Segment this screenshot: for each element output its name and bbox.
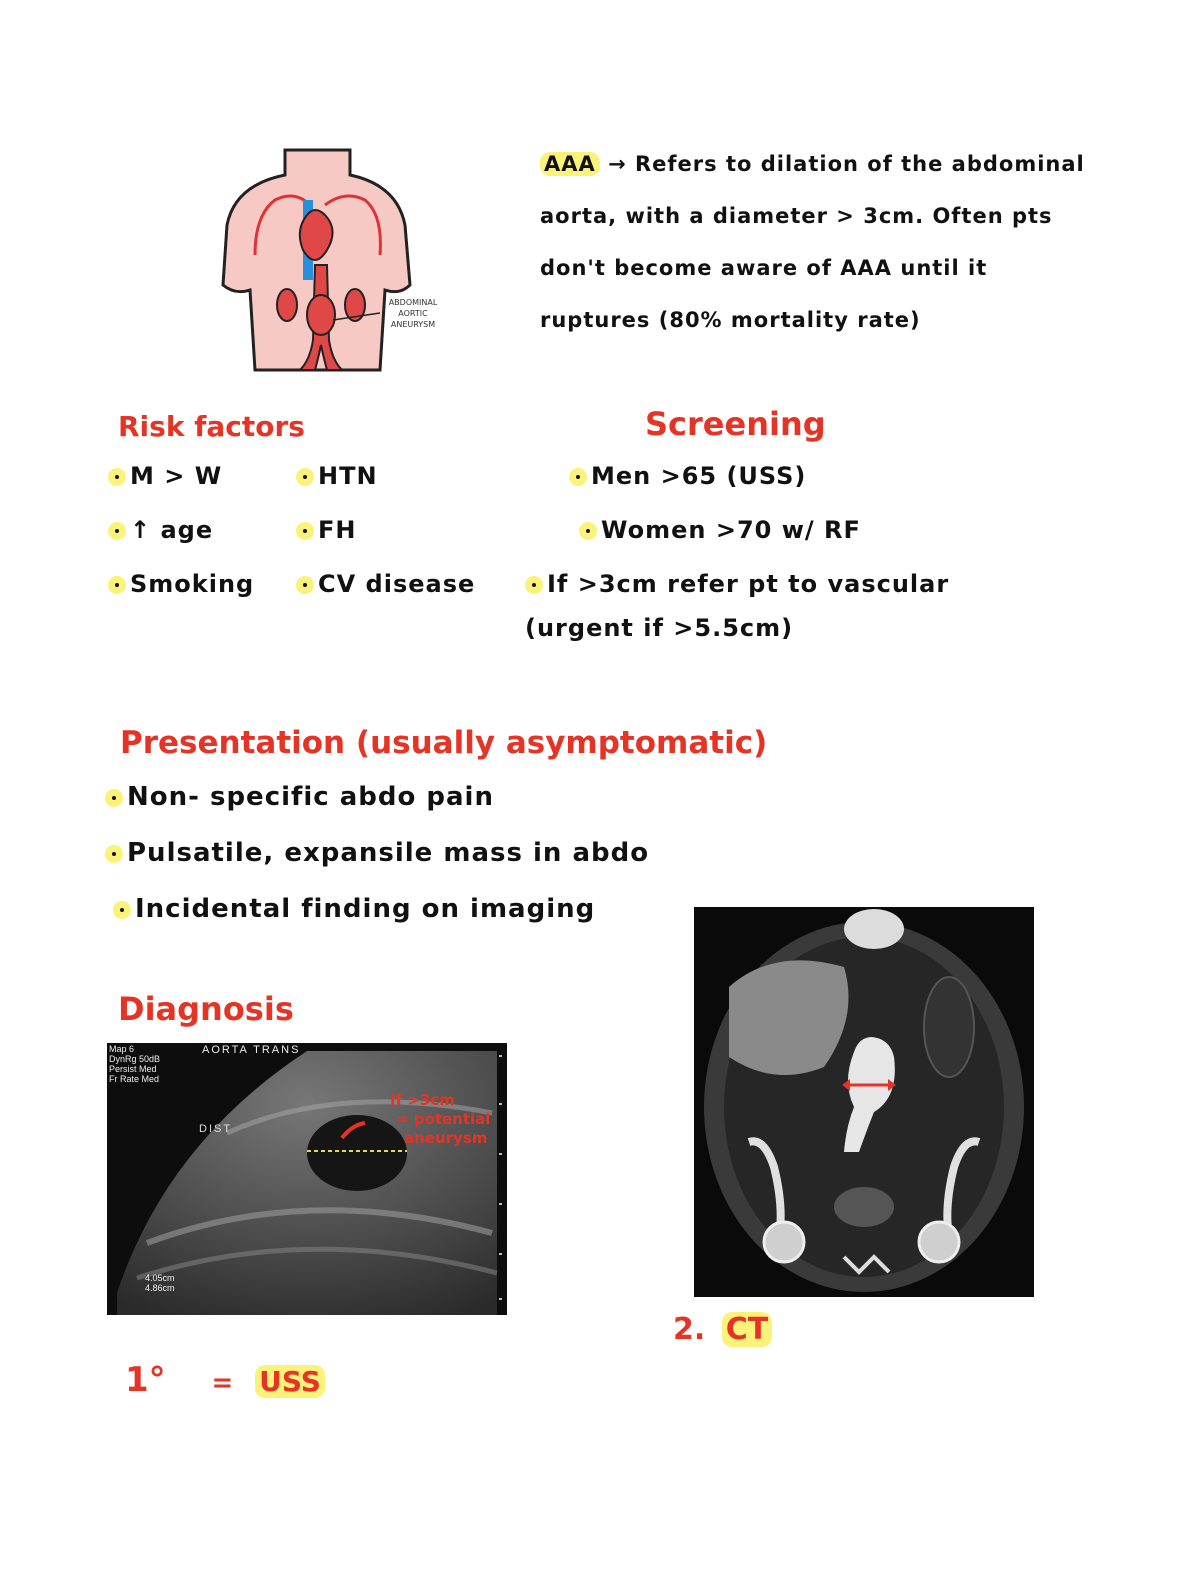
risk-item: ↑ age bbox=[108, 516, 254, 570]
bullet-icon bbox=[296, 522, 314, 540]
bullet-icon bbox=[569, 468, 587, 486]
first-line-number: 1° bbox=[125, 1360, 166, 1400]
presentation-item: Pulsatile, expansile mass in abdo bbox=[105, 838, 649, 894]
bullet-icon bbox=[105, 845, 123, 863]
term-aaa: AAA bbox=[540, 152, 600, 176]
bullet-icon bbox=[296, 468, 314, 486]
screening-item: Men >65 (USS) bbox=[525, 462, 949, 516]
ultrasound-image bbox=[107, 1043, 507, 1315]
definition-text-1: Refers to dilation of the abdominal bbox=[635, 152, 1085, 176]
screening-title: Screening bbox=[645, 405, 826, 443]
screening-item: If >3cm refer pt to vascular bbox=[525, 570, 949, 614]
first-line-investigation bbox=[125, 1360, 325, 1400]
second-line-investigation bbox=[673, 1312, 772, 1347]
first-line-label: USS bbox=[255, 1365, 325, 1398]
risk-item: HTN bbox=[296, 462, 475, 516]
bullet-icon bbox=[296, 576, 314, 594]
bullet-icon bbox=[108, 468, 126, 486]
torso-aorta-drawing bbox=[215, 145, 455, 380]
definition-text-4: ruptures (80% mortality rate) bbox=[540, 308, 921, 332]
bullet-icon bbox=[525, 576, 543, 594]
us-dist-label: DIST bbox=[199, 1123, 233, 1135]
us-view-label: AORTA TRANS bbox=[202, 1044, 301, 1056]
second-line-number: 2. bbox=[673, 1312, 706, 1347]
definition-line-1 bbox=[540, 138, 1100, 190]
second-line-label: CT bbox=[722, 1312, 772, 1347]
risk-factors-col2 bbox=[296, 462, 475, 624]
risk-item: CV disease bbox=[296, 570, 475, 624]
screening-list bbox=[525, 462, 949, 658]
bullet-icon bbox=[579, 522, 597, 540]
arrow-icon: → bbox=[608, 152, 627, 176]
us-settings: Map 6 DynRg 50dB Persist Med Fr Rate Med bbox=[109, 1044, 161, 1084]
aneurysm-label: ABDOMINAL AORTIC ANEURYSM bbox=[388, 298, 438, 329]
presentation-title: Presentation (usually asymptomatic) bbox=[120, 725, 768, 761]
bullet-icon bbox=[108, 522, 126, 540]
screening-continuation: (urgent if >5.5cm) bbox=[525, 614, 794, 642]
risk-factors-col1 bbox=[108, 462, 254, 624]
bullet-icon bbox=[113, 901, 131, 919]
presentation-list bbox=[105, 782, 649, 950]
screening-item: Women >70 w/ RF bbox=[525, 516, 949, 570]
ct-image bbox=[694, 907, 1034, 1297]
risk-item: FH bbox=[296, 516, 475, 570]
presentation-item: Non- specific abdo pain bbox=[105, 782, 649, 838]
definition-text-2: aorta, with a diameter > 3cm. Often pts bbox=[540, 204, 1053, 228]
diagnosis-title: Diagnosis bbox=[118, 990, 294, 1028]
risk-factors-title: Risk factors bbox=[118, 410, 305, 443]
risk-item: Smoking bbox=[108, 570, 254, 624]
us-annotation: If >3cm = potential aneurysm bbox=[390, 1091, 491, 1147]
definition-text-3: don't become aware of AAA until it bbox=[540, 256, 988, 280]
torso-illustration bbox=[215, 145, 455, 380]
definition-block bbox=[540, 138, 1100, 346]
us-measurements: 4.05cm 4.86cm bbox=[145, 1273, 175, 1293]
ct-scan-drawing bbox=[694, 907, 1034, 1297]
risk-item: M > W bbox=[108, 462, 254, 516]
bullet-icon bbox=[105, 789, 123, 807]
bullet-icon bbox=[108, 576, 126, 594]
first-line-sep: = bbox=[211, 1368, 234, 1398]
presentation-item: Incidental finding on imaging bbox=[105, 894, 649, 950]
